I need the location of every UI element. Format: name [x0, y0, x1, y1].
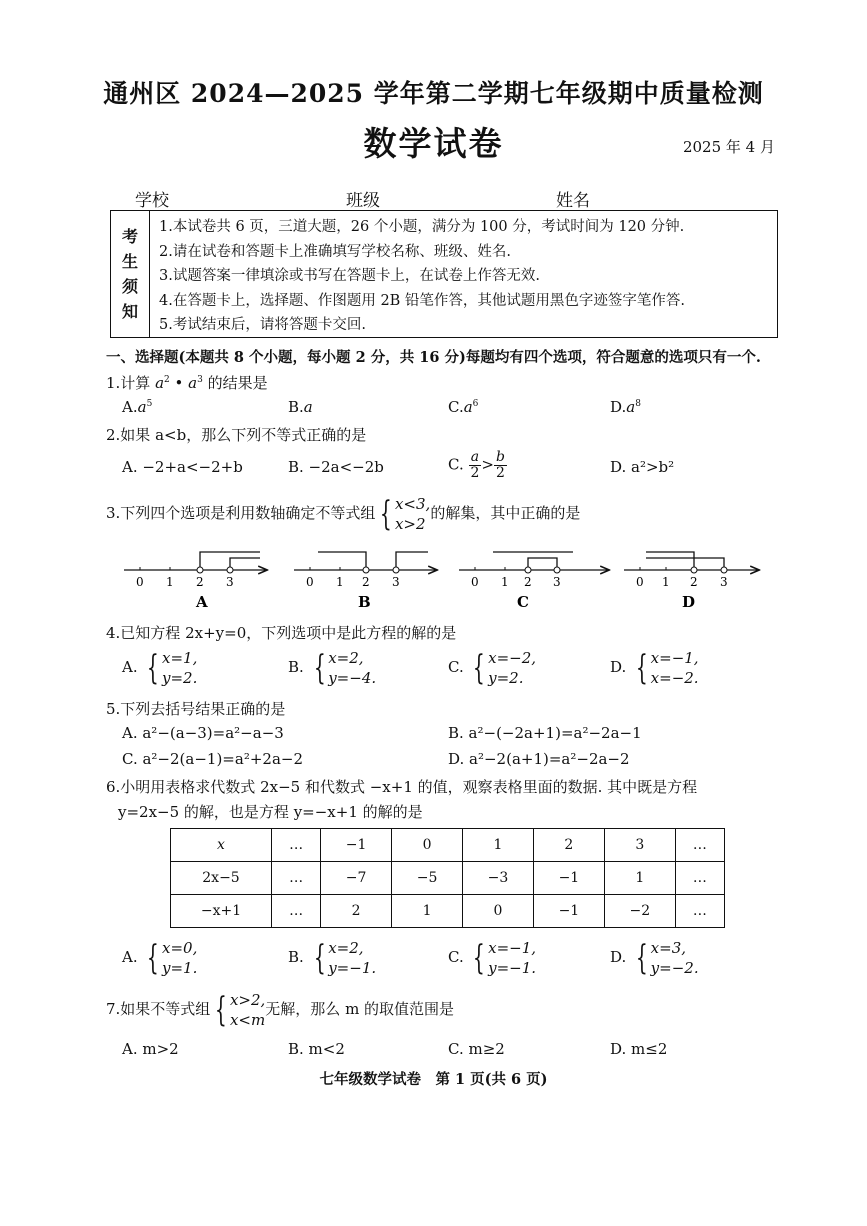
q6-option-a[interactable]: A. { x=0, y=1. — [122, 938, 198, 978]
notice-items — [159, 215, 685, 338]
q6-option-c[interactable]: C. { x=−1, y=−1. — [448, 938, 537, 978]
svg-text:2: 2 — [196, 575, 204, 589]
q7-option-a[interactable]: A. m>2 — [122, 1040, 179, 1058]
q2-option-a[interactable]: A. −2+a<−2+b — [122, 458, 243, 476]
table-row: −x+1 … 2 1 0 −1 −2 … — [171, 895, 725, 928]
svg-text:1: 1 — [501, 575, 509, 589]
q5-option-d[interactable]: D. a²−2(a+1)=a²−2a−2 — [448, 750, 630, 768]
q1-option-d[interactable]: $D.a^8$ — [610, 398, 641, 416]
question-7-stem: 7.如果不等式组 { x>2, x<m 无解，那么 m 的取值范围是 — [106, 990, 455, 1030]
values-table — [170, 828, 725, 928]
svg-text:2: 2 — [524, 575, 532, 589]
table-row: x … −1 0 1 2 3 … — [171, 829, 725, 862]
number-line-b[interactable] — [294, 552, 436, 611]
candidate-notice — [110, 210, 778, 338]
notice-item: 3.试题答案一律填涂或书写在答题卡上，在试卷上作答无效. — [159, 268, 540, 284]
question-2-stem: 2.如果 a<b，那么下列不等式正确的是 — [106, 426, 367, 444]
notice-item: 1.本试卷共 6 页，三道大题，26 个小题，满分为 100 分，考试时间为 120 分钟. — [159, 219, 685, 235]
svg-text:3: 3 — [392, 575, 400, 589]
number-line-label: C — [517, 593, 529, 611]
svg-text:1: 1 — [166, 575, 174, 589]
q4-option-a[interactable]: A. { x=1, y=2. — [122, 648, 198, 688]
svg-text:0: 0 — [306, 575, 314, 589]
svg-text:0: 0 — [636, 575, 644, 589]
q5-option-c[interactable]: C. a²−2(a−1)=a²+2a−2 — [122, 750, 303, 768]
school-field[interactable]: 学校 — [135, 186, 319, 211]
exam-date: 2025 年 4 月 — [682, 138, 775, 156]
class-field[interactable]: 班级 — [346, 186, 540, 211]
svg-text:0: 0 — [471, 575, 479, 589]
name-field[interactable]: 姓名 — [556, 186, 750, 211]
q4-option-b[interactable]: B. { x=2, y=−4. — [288, 648, 377, 688]
q1-option-b[interactable]: B.a — [288, 398, 313, 416]
exam-title: 通州区 2024—2025 学年第二学期七年级期中质量检测 — [103, 79, 764, 108]
number-line-label: A — [196, 593, 208, 611]
exam-subtitle: 数学试卷 — [363, 124, 504, 163]
q5-option-a[interactable]: A. a²−(a−3)=a²−a−3 — [122, 724, 284, 742]
svg-text:2: 2 — [362, 575, 370, 589]
notice-item: 5.考试结束后，请将答题卡交回. — [159, 317, 366, 333]
q6-option-b[interactable]: B. { x=2, y=−1. — [288, 938, 377, 978]
q2-option-b[interactable]: B. −2a<−2b — [288, 458, 384, 476]
inequality-system: { x>2, x<m — [215, 990, 266, 1030]
q1-option-c[interactable]: $C.a^6$ — [448, 398, 479, 416]
question-5-stem: 5.下列去括号结果正确的是 — [106, 700, 286, 718]
q7-option-b[interactable]: B. m<2 — [288, 1040, 345, 1058]
question-4-stem: 4.已知方程 2x+y=0，下列选项中是此方程的解的是 — [106, 624, 457, 642]
number-line-c[interactable] — [459, 552, 608, 611]
q2-option-d[interactable]: D. a²>b² — [610, 458, 675, 476]
svg-text:3: 3 — [720, 575, 728, 589]
question-3-stem: 3.下列四个选项是利用数轴确定不等式组 { x<3, x>2 的解集，其中正确的是 — [106, 494, 581, 534]
svg-text:3: 3 — [226, 575, 234, 589]
q4-option-c[interactable]: C. { x=−2, y=2. — [448, 648, 537, 688]
number-line-options — [118, 540, 778, 620]
svg-text:1: 1 — [662, 575, 670, 589]
q5-option-b[interactable]: B. a²−(−2a+1)=a²−2a−1 — [448, 724, 642, 742]
q4-option-d[interactable]: D. { x=−1, x=−2. — [610, 648, 699, 688]
q2-option-c[interactable]: C. $\frac{a}{2}$ > $\frac{b}{2}$ — [448, 449, 505, 481]
notice-item: 4.在答题卡上，选择题、作图题用 2B 铅笔作答，其他试题用黑色字迹签字笔作答. — [159, 292, 686, 309]
q7-option-d[interactable]: D. m≤2 — [610, 1040, 668, 1058]
question-6-stem-line1: 6.小明用表格求代数式 2x−5 和代数式 −x+1 的值，观察表格里面的数据. 其中既是方程 — [106, 778, 698, 796]
svg-text:3: 3 — [553, 575, 561, 589]
page-footer: 七年级数学试卷 第 1 页(共 6 页) — [319, 1071, 548, 1088]
number-line-label: B — [358, 593, 371, 611]
notice-item: 2.请在试卷和答题卡上准确填写学校名称、班级、姓名. — [159, 243, 511, 260]
section-heading: 一、选择题(本题共 8 个小题，每小题 2 分，共 16 分)每题均有四个选项，符合题意的选项只有一个. — [106, 349, 761, 366]
inequality-system: { x<3, x>2 — [380, 494, 431, 534]
svg-text:1: 1 — [336, 575, 344, 589]
q6-option-d[interactable]: D. { x=3, y=−2. — [610, 938, 699, 978]
question-6-stem-line2: y=2x−5 的解，也是方程 y=−x+1 的解的是 — [118, 803, 423, 821]
svg-text:2: 2 — [690, 575, 698, 589]
table-row: 2x−5 … −7 −5 −3 −1 1 … — [171, 862, 725, 895]
number-line-d[interactable] — [624, 552, 758, 611]
svg-text:0: 0 — [136, 575, 144, 589]
number-line-a[interactable] — [124, 552, 266, 611]
number-line-label: D — [682, 593, 696, 611]
notice-heading: 考 生 须 知 — [111, 211, 150, 337]
q1-option-a[interactable]: $A.a^5$ — [122, 398, 153, 416]
q7-option-c[interactable]: C. m≥2 — [448, 1040, 505, 1058]
question-1-stem: 1.计算 $a^2$ • $a^3$ 的结果是 — [106, 374, 268, 392]
